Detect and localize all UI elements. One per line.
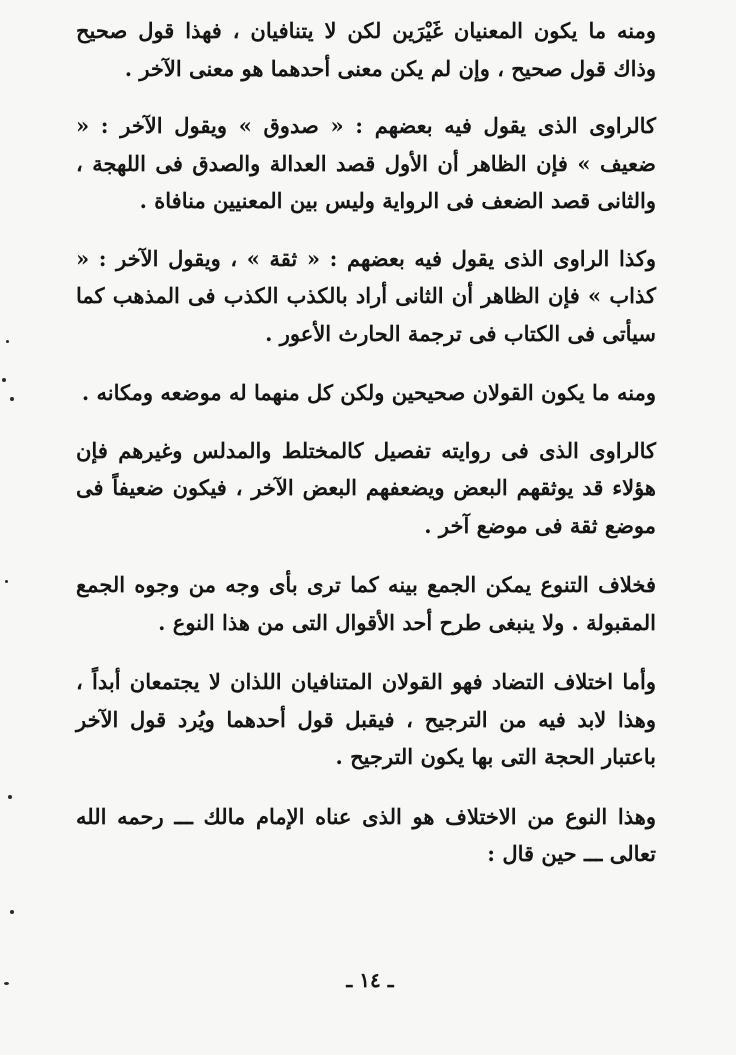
paragraph-7: وأما اختلاف التضاد فهو القولان المتنافيان اللذان لا يجتمعان أبداً ، وهذا لابد فيه من الترجيح ، فيقبل قول أحدهما ويُرد قول الآخر باعتبار الحجة التى بها يكون الترجيح . xyxy=(76,669,656,769)
paragraph-6: فخلاف التنوع يمكن الجمع بينه كما ترى بأى وجه من وجوه الجمع المقبولة . ولا ينبغى طرح أحد الأقوال التى من هذا النوع . xyxy=(76,572,656,635)
scan-speck xyxy=(2,378,6,382)
scan-speck xyxy=(4,982,9,985)
paragraph-2: كالراوى الذى يقول فيه بعضهم : « صدوق » ويقول الآخر : « ضعيف » فإن الظاهر أن الأول قصد العدالة والصدق فى اللهجة ، والثانى قصد الضعف فى الرواية وليس بين المعنيين منافاة . xyxy=(76,113,656,213)
paragraph-8: وهذا النوع من الاختلاف هو الذى عناه الإمام مالك ـــ رحمه الله تعالى ـــ حين قال : xyxy=(76,803,656,866)
paragraph-5: كالراوى الذى فى روايته تفصيل كالمختلط والمدلس وغيرهم فإن هؤلاء قد يوثقهم البعض ويضعفهم البعض الآخر ، فيكون ضعيفاً فى موضع ثقة فى موضع آخر . xyxy=(76,437,656,538)
scan-speck xyxy=(8,795,12,799)
scan-speck xyxy=(10,910,14,914)
scan-speck xyxy=(5,580,8,583)
page-number: ـ ١٤ ـ xyxy=(346,968,394,992)
body-text xyxy=(76,12,656,873)
paragraph-3: وكذا الراوى الذى يقول فيه بعضهم : « ثقة » ، ويقول الآخر : « كذاب » فإن الظاهر أن الثانى أراد بالكذب الكذب فى المذهب كما سيأتى فى الكتاب فى ترجمة الحارث الأعور . xyxy=(76,245,656,346)
paragraph-4: ومنه ما يكون القولان صحيحين ولكن كل منهما له موضعه ومكانه . xyxy=(81,380,656,405)
scan-speck xyxy=(10,397,14,401)
paragraph-1: ومنه ما يكون المعنيان غَيْرَين لكن لا يتنافيان ، فهذا قول صحيح وذاك قول صحيح ، وإن لم يكن معنى أحدهما هو معنى الآخر . xyxy=(76,18,656,81)
scan-speck xyxy=(6,340,9,343)
